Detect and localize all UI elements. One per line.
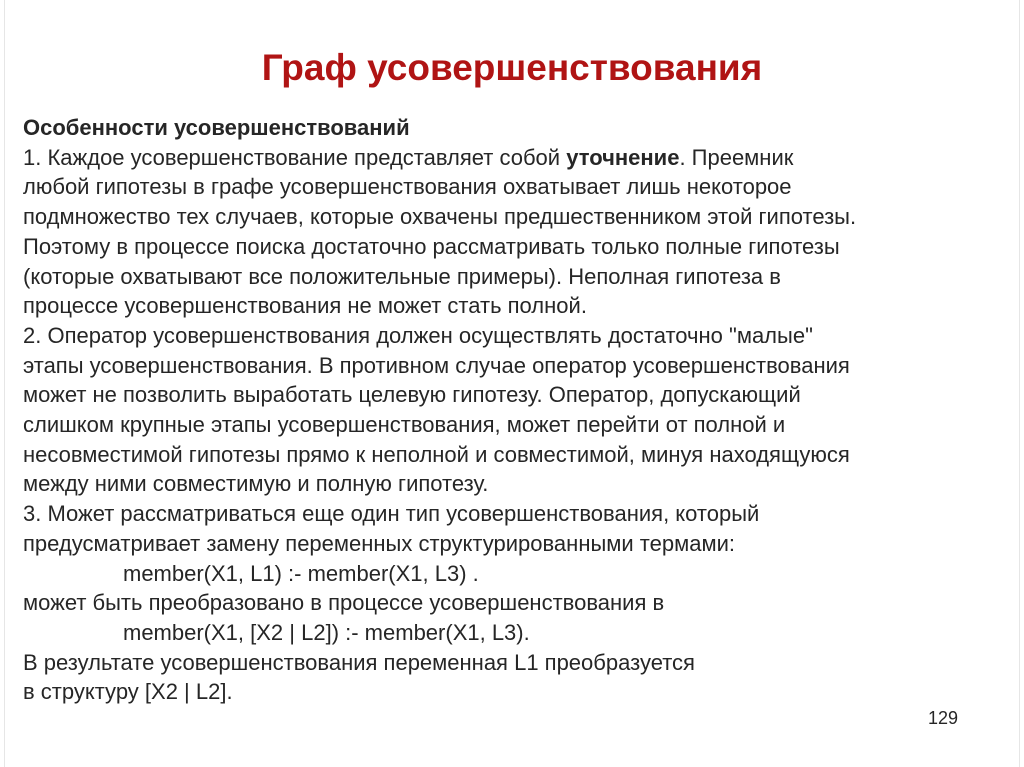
item-1-line: процессе усовершенствования не может стать полной.	[23, 293, 587, 319]
item-1-line: подмножество тех случаев, которые охвачены предшественником этой гипотезы.	[23, 204, 857, 230]
item-1-line: любой гипотезы в графе усовершенствования охватывает лишь некоторое	[23, 174, 792, 200]
item-2-line: этапы усовершенствования. В противном случае оператор усовершенствования	[23, 352, 850, 378]
item-2-line: несовместимой гипотезы прямо к неполной и совместимой, минуя находящуюся	[23, 441, 850, 467]
item-2-line: слишком крупные этапы усовершенствования, может перейти от полной и	[23, 412, 786, 438]
result-line: В результате усовершенствования переменная L1 преобразуется	[23, 649, 695, 675]
item-1-line: (которые охватывают все положительные примеры). Неполная гипотеза в	[23, 263, 781, 289]
code-example-1: member(X1, L1) :- member(X1, L3) .	[123, 560, 479, 586]
item-1-text-start: 1. Каждое усовершенствование представляет собой	[23, 144, 567, 170]
item-2-line: между ними совместимую и полную гипотезу.	[23, 471, 489, 497]
item-1-bold-term: уточнение	[566, 144, 680, 170]
slide-body	[23, 113, 1008, 707]
item-3-line: предусматривает замену переменных структурированными термами:	[23, 530, 735, 556]
item-1-line: Поэтому в процессе поиска достаточно рассматривать только полные гипотезы	[23, 233, 840, 259]
item-1-first-line	[23, 143, 1008, 173]
slide-left-border	[4, 0, 5, 767]
item-1-text-end: . Преемник	[679, 144, 794, 170]
item-3-middle-line: может быть преобразовано в процессе усовершенствования в	[23, 590, 665, 616]
item-3-line: 3. Может рассматриваться еще один тип усовершенствования, который	[23, 501, 760, 527]
item-2-line: может не позволить выработать целевую гипотезу. Оператор, допускающий	[23, 382, 801, 408]
code-example-2: member(X1, [X2 | L2]) :- member(X1, L3).	[123, 619, 530, 645]
page-number: 129	[928, 708, 959, 728]
item-2-line: 2. Оператор усовершенствования должен осуществлять достаточно "малые"	[23, 322, 813, 348]
section-heading: Особенности усовершенствований	[23, 115, 410, 140]
result-line: в структуру [X2 | L2].	[23, 679, 233, 705]
slide-right-border	[1019, 0, 1020, 767]
slide-title: Граф усовершенствования	[261, 47, 763, 88]
